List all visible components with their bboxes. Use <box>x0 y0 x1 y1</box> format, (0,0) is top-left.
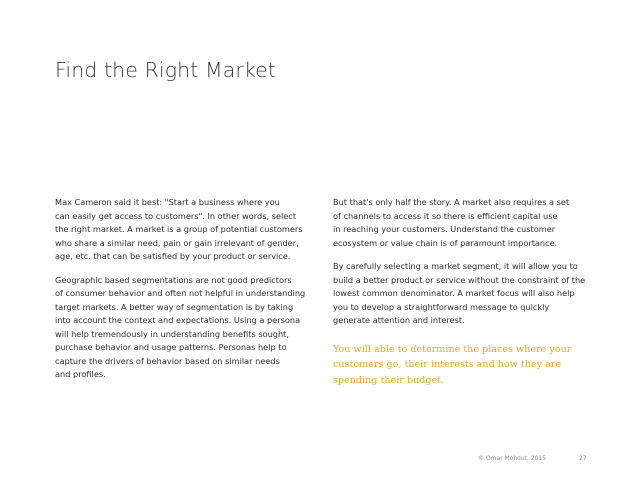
page-number: 27 <box>579 455 587 462</box>
text-line: capture the drivers of behavior based on similar needs <box>55 355 280 366</box>
paragraph <box>55 274 305 382</box>
text-line: age, etc. that can be satisfied by your product or service. <box>55 251 291 261</box>
paragraph <box>333 260 588 328</box>
highlight-quote <box>333 342 588 389</box>
text-line: in reaching your customers. Understand the customer <box>333 224 556 234</box>
text-line: But that's only half the story. A market also requires a set <box>333 197 570 207</box>
text-line: will help tremendously in understanding benefits sought, <box>55 328 289 339</box>
text-line: By carefully selecting a market segment, it will allow you to <box>333 261 578 271</box>
text-line: of channels to access it so there is efficient capital use <box>333 210 558 221</box>
highlight-line: customers go, their interests and how they are <box>333 359 562 370</box>
text-line: purchase behavior and usage patterns. Personas help to <box>55 342 287 352</box>
left-column <box>55 196 305 392</box>
page-title: Find the Right Market <box>55 58 277 82</box>
text-line: generate attention and interest. <box>333 315 465 325</box>
text-line: who share a similar need, pain or gain irrelevant of gender, <box>55 237 299 248</box>
text-line: Geographic based segmentations are not good predictors <box>55 274 292 285</box>
copyright-footer: © Omar Mohout, 2015 <box>478 455 547 462</box>
text-line: you to develop a straightforward message to quickly <box>333 301 550 312</box>
paragraph <box>55 196 305 264</box>
paragraph <box>333 196 588 250</box>
text-line: Max Cameron said it best: "Start a business where you <box>55 197 280 207</box>
text-line: of consumer behavior and often not helpful in understanding <box>55 288 306 298</box>
text-line: and profiles. <box>55 369 106 379</box>
text-line: ecosystem or value chain is of paramount importance. <box>333 237 558 248</box>
text-line: can easily get access to customers". In other words, select <box>55 210 297 221</box>
right-column <box>333 196 588 388</box>
text-line: lowest common denominator. A market focus will also help <box>333 288 575 298</box>
highlight-line: You will able to determine the places where your <box>333 343 572 355</box>
text-line: the right market. A market is a group of potential customers <box>55 224 303 234</box>
text-line: build a better product or service without the constraint of the <box>333 274 586 285</box>
text-line: target markets. A better way of segmentation is by taking <box>55 301 294 312</box>
text-line: into account the context and expectations. Using a persona <box>55 315 301 325</box>
highlight-line: spending their budget. <box>333 374 445 386</box>
